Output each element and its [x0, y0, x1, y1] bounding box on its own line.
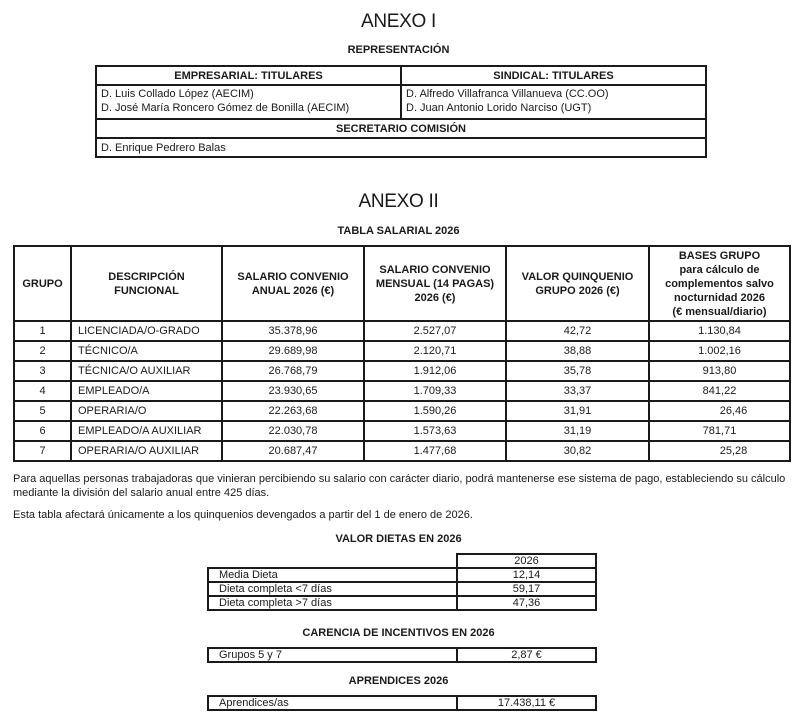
- blank-cell: [208, 554, 457, 568]
- cell-descripcion: EMPLEADO/A: [71, 381, 222, 401]
- table-row: [14, 401, 790, 421]
- note-daily-salary: Para aquellas personas trabajadoras que vinieran percibiendo su salario con carácter diario, podrá mantenerse ese sistema de pago, estableciendo su cálculo mediante la división del salario anual entre 425 días.: [13, 473, 786, 499]
- carencia-title: CARENCIA DE INCENTIVOS EN 2026: [302, 627, 495, 639]
- dieta-label: Dieta completa <7 días: [208, 582, 457, 596]
- cell-descripcion: OPERARIA/O AUXILIAR: [71, 441, 222, 461]
- col-label: complementos salvo: [665, 277, 774, 290]
- cell-mensual: 1.912,06: [364, 361, 506, 381]
- cell-bases: 841,22: [649, 381, 790, 401]
- dietas-title: VALOR DIETAS EN 2026: [335, 533, 462, 545]
- col-label: BASES GRUPO: [678, 249, 761, 262]
- cell-grupo: 3: [14, 361, 71, 381]
- col-label: (€ mensual/diario): [672, 305, 767, 318]
- col-quinquenio: [506, 246, 649, 321]
- carencia-value: 2,87 €: [457, 648, 596, 662]
- cell-grupo: 7: [14, 441, 71, 461]
- col-label: FUNCIONAL: [114, 284, 179, 297]
- cell-anual: 20.687,47: [222, 441, 364, 461]
- empresarial-header: EMPRESARIAL: TITULARES: [96, 66, 401, 85]
- dieta-label: Dieta completa >7 días: [208, 596, 457, 610]
- aprendices-label: Aprendices/as: [208, 696, 457, 710]
- cell-anual: 22.263,68: [222, 401, 364, 421]
- col-label: SALARIO CONVENIO: [237, 270, 349, 283]
- dieta-value: 47,36: [457, 596, 596, 610]
- member-name: D. Luis Collado López (AECIM): [101, 88, 254, 100]
- cell-quinquenio: 31,91: [506, 401, 649, 421]
- cell-anual: 35.378,96: [222, 321, 364, 341]
- table-row: [208, 582, 596, 596]
- col-grupo: [14, 246, 71, 321]
- table-row: [14, 341, 790, 361]
- aprendices-value: 17.438,11 €: [457, 696, 596, 710]
- col-mensual: [364, 246, 506, 321]
- secretario-name: D. Enrique Pedrero Balas: [96, 138, 706, 157]
- col-bases: [649, 246, 790, 321]
- cell-mensual: 2.527,07: [364, 321, 506, 341]
- cell-mensual: 1.573,63: [364, 421, 506, 441]
- table-row: [14, 441, 790, 461]
- col-label: VALOR QUINQUENIO: [521, 270, 634, 283]
- cell-anual: 23.930,65: [222, 381, 364, 401]
- sindical-header: SINDICAL: TITULARES: [401, 66, 706, 85]
- cell-grupo: 2: [14, 341, 71, 361]
- annex1-title: ANEXO I: [361, 11, 436, 32]
- table-row: [208, 696, 596, 710]
- dietas-table: [207, 553, 597, 611]
- sindical-members: [401, 85, 706, 119]
- empresarial-members: [96, 85, 401, 119]
- col-label: GRUPO: [22, 277, 63, 290]
- table-row: [208, 596, 596, 610]
- cell-quinquenio: 33,37: [506, 381, 649, 401]
- salary-header-row: [14, 246, 790, 321]
- cell-mensual: 1.477,68: [364, 441, 506, 461]
- cell-descripcion: LICENCIADA/O-GRADO: [71, 321, 222, 341]
- carencia-table: [207, 647, 597, 663]
- cell-grupo: 1: [14, 321, 71, 341]
- col-anual: [222, 246, 364, 321]
- col-label: para cálculo de: [679, 263, 760, 276]
- col-label: ANUAL 2026 (€): [251, 284, 335, 297]
- cell-mensual: 1.709,33: [364, 381, 506, 401]
- dieta-value: 59,17: [457, 582, 596, 596]
- cell-bases: 781,71: [649, 421, 790, 441]
- table-row: [208, 568, 596, 582]
- cell-quinquenio: 42,72: [506, 321, 649, 341]
- cell-quinquenio: 35,78: [506, 361, 649, 381]
- aprendices-title: APRENDICES 2026: [348, 675, 449, 687]
- cell-descripcion: OPERARIA/O: [71, 401, 222, 421]
- cell-anual: 22.030,78: [222, 421, 364, 441]
- annex2-subtitle: TABLA SALARIAL 2026: [337, 225, 460, 237]
- member-name: D. Alfredo Villafranca Villanueva (CC.OO): [406, 88, 609, 100]
- cell-descripcion: EMPLEADO/A AUXILIAR: [71, 421, 222, 441]
- cell-descripcion: TÉCNICA/O AUXILIAR: [71, 361, 222, 381]
- col-label: DESCRIPCIÓN: [108, 270, 185, 283]
- table-row: [14, 321, 790, 341]
- dieta-label: Media Dieta: [208, 568, 457, 582]
- col-label: SALARIO CONVENIO: [379, 263, 491, 276]
- table-row: [208, 648, 596, 662]
- cell-bases: 913,80: [649, 361, 790, 381]
- member-name: D. José María Roncero Gómez de Bonilla (AECIM): [101, 102, 350, 114]
- cell-anual: 29.689,98: [222, 341, 364, 361]
- year-header: 2026: [457, 554, 596, 568]
- table-row: [14, 421, 790, 441]
- col-label: MENSUAL (14 PAGAS): [375, 277, 495, 290]
- representation-table: [95, 65, 707, 158]
- cell-grupo: 5: [14, 401, 71, 421]
- cell-descripcion: TÉCNICO/A: [71, 341, 222, 361]
- salary-table: [13, 245, 791, 462]
- cell-quinquenio: 38,88: [506, 341, 649, 361]
- cell-bases: 1.002,16: [649, 341, 790, 361]
- cell-bases: 25,28: [649, 441, 790, 461]
- table-row: [14, 361, 790, 381]
- carencia-label: Grupos 5 y 7: [208, 648, 457, 662]
- member-name: D. Juan Antonio Lorido Narciso (UGT): [406, 102, 592, 114]
- annex1-subtitle: REPRESENTACIÓN: [347, 44, 450, 56]
- cell-grupo: 6: [14, 421, 71, 441]
- col-label: nocturnidad 2026: [673, 291, 766, 304]
- cell-quinquenio: 30,82: [506, 441, 649, 461]
- aprendices-table: [207, 695, 597, 711]
- dieta-value: 12,14: [457, 568, 596, 582]
- cell-grupo: 4: [14, 381, 71, 401]
- cell-mensual: 2.120,71: [364, 341, 506, 361]
- secretario-header: SECRETARIO COMISIÓN: [96, 119, 706, 138]
- note-quinquenios: Esta tabla afectará únicamente a los quinquenios devengados a partir del 1 de enero de 2026.: [13, 509, 473, 521]
- cell-quinquenio: 31,19: [506, 421, 649, 441]
- cell-bases: 1.130,84: [649, 321, 790, 341]
- col-label: 2026 (€): [414, 291, 456, 304]
- col-label: GRUPO 2026 (€): [535, 284, 620, 297]
- table-row: [14, 381, 790, 401]
- cell-mensual: 1.590,26: [364, 401, 506, 421]
- col-descripcion: [71, 246, 222, 321]
- cell-anual: 26.768,79: [222, 361, 364, 381]
- cell-bases: 26,46: [649, 401, 790, 421]
- annex2-title: ANEXO II: [358, 191, 439, 212]
